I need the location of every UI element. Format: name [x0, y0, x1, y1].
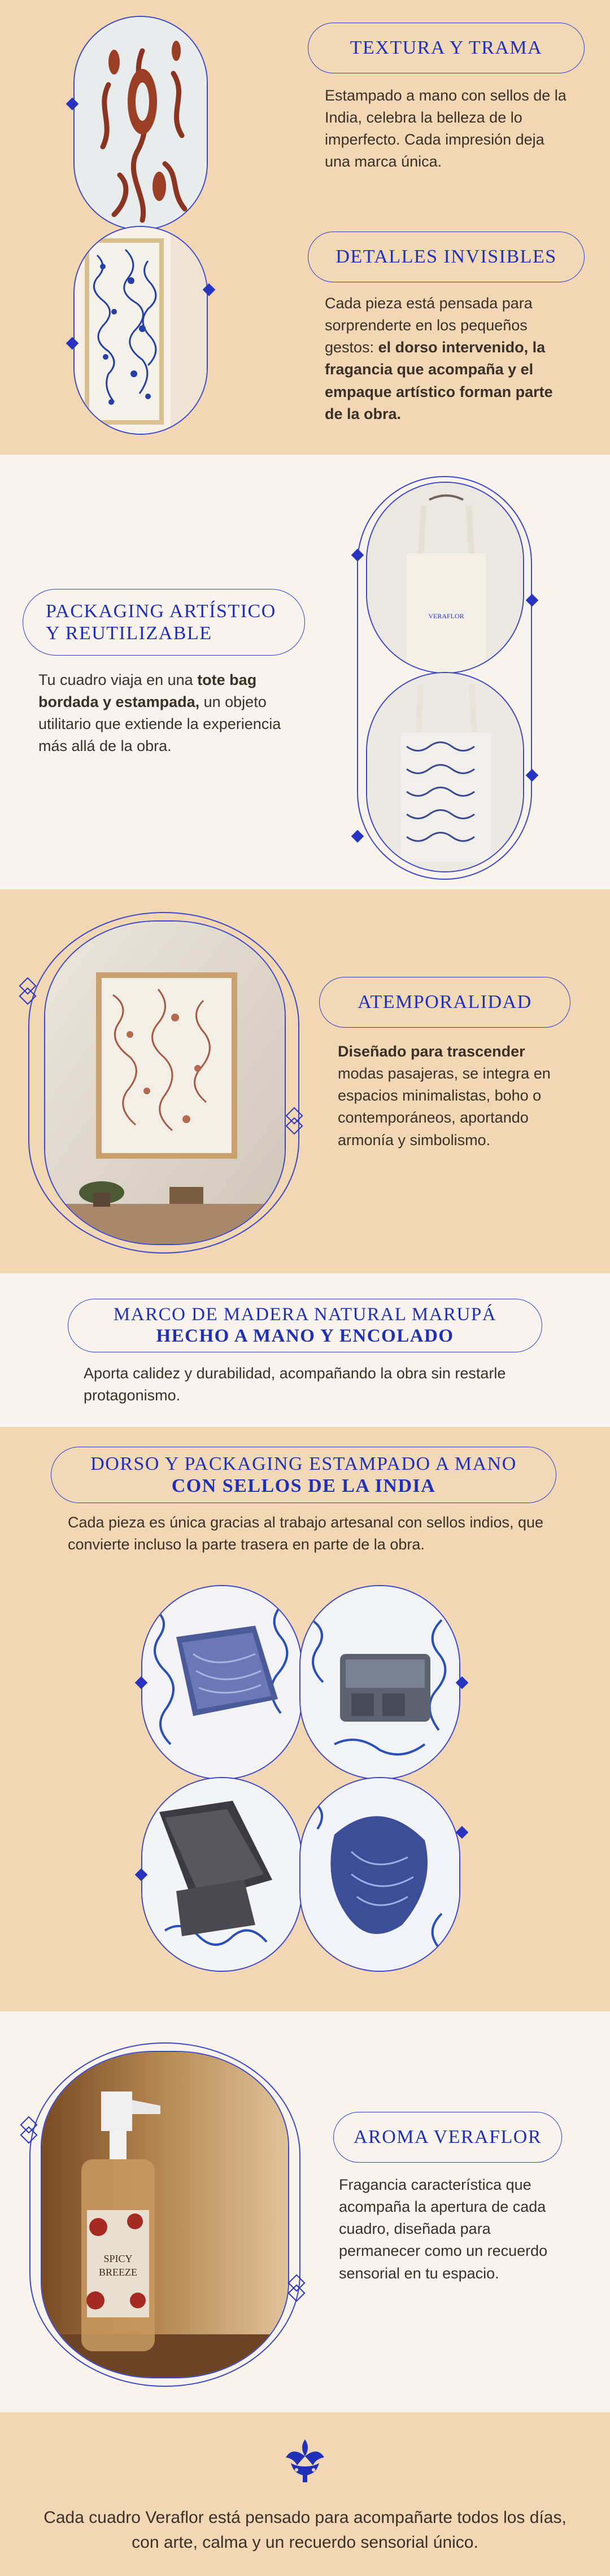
- text-packaging-a: Tu cuadro viaja en una: [38, 671, 198, 688]
- title-marco: [68, 1299, 542, 1352]
- bottle-label-line1: SPICY: [103, 2253, 133, 2264]
- text-atemporalidad-bold: Diseñado para trascender: [338, 1043, 525, 1060]
- footer-text: Cada cuadro Veraflor está pensado para acompañarte todos los días, con arte, calma y un recuerdo sensorial único.: [43, 2508, 567, 2552]
- section-aroma: [0, 2011, 610, 2412]
- text-aroma: Fragancia característica que acompaña la apertura de cada cuadro, diseñada para permanecer como un recuerdo sensorial en tu espacio.: [339, 2176, 548, 2282]
- section-atemporalidad: [0, 889, 610, 1273]
- title-packaging: [23, 589, 305, 656]
- section-packaging: [0, 455, 610, 889]
- text-detalles-intro: Cada pieza está pensada para sorprenderte en los pequeños gestos:: [325, 295, 533, 356]
- title-detalles-invisibles: DETALLES INVISIBLES: [308, 232, 585, 282]
- tote-bag-printed-image: [366, 672, 524, 872]
- spray-bottle-image: [41, 2051, 289, 2378]
- stamp-image-2: [299, 1585, 460, 1780]
- footer: [0, 2412, 610, 2576]
- title-dorso-line1: DORSO Y PACKAGING ESTAMPADO A MANO: [90, 1453, 517, 1474]
- diamond-icon: [351, 830, 364, 843]
- text-textura: Estampado a mano con sellos de la India, celebra la belleza de lo imperfecto. Cada impresión deja una marca única.: [325, 87, 567, 171]
- title-packaging-line2: Y REUTILIZABLE: [46, 623, 212, 644]
- title-packaging-line1: PACKAGING ARTÍSTICO: [46, 600, 276, 622]
- stamp-image-4: [299, 1777, 460, 1972]
- title-aroma: AROMA VERAFLOR: [333, 2112, 562, 2163]
- text-packaging-bold: tote bag bordada y estampada,: [38, 671, 257, 711]
- title-atemporalidad: ATEMPORALIDAD: [319, 977, 570, 1028]
- text-atemporalidad: [338, 1041, 564, 1151]
- stamp-image-1: [141, 1585, 302, 1780]
- veraflor-lotus-icon: [280, 2435, 330, 2486]
- stamp-image-3: [141, 1777, 302, 1972]
- section-dorso: [0, 1427, 610, 2011]
- title-dorso: [51, 1447, 556, 1503]
- section-textura: [0, 0, 610, 455]
- tote-bag-plain-image: [366, 482, 524, 674]
- text-packaging: [38, 669, 298, 758]
- text-marco: Aporta calidez y durabilidad, acompañando la obra sin restarle protagonismo.: [84, 1365, 506, 1404]
- text-detalles: [325, 292, 573, 425]
- section-marco: [0, 1273, 610, 1427]
- text-packaging-c: un objeto utilitario que extiende la experiencia más allá de la obra.: [38, 693, 281, 755]
- text-atemporalidad-rest: modas pasajeras, se integra en espacios minimalistas, boho o contemporáneos, aportando armonía y simbolismo.: [338, 1065, 551, 1149]
- title-marco-line2: HECHO A MANO Y ENCOLADO: [156, 1325, 454, 1346]
- bottle-label-line2: BREEZE: [99, 2267, 137, 2278]
- text-detalles-bold: el dorso intervenido, la fragancia que acompaña y el empaque artístico forman parte de la obra.: [325, 339, 553, 422]
- title-textura-y-trama: TEXTURA Y TRAMA: [308, 23, 585, 73]
- text-dorso: Cada pieza es única gracias al trabajo artesanal con sellos indios, que convierte incluso la parte trasera en parte de la obra.: [68, 1514, 544, 1553]
- arch-outline: [67, 10, 215, 436]
- bag-brand-text: VERAFLOR: [428, 612, 464, 620]
- framed-artwork-room-image: [44, 920, 286, 1245]
- title-marco-line1: MARCO DE MADERA NATURAL MARUPÁ: [113, 1304, 497, 1325]
- title-dorso-line2: CON SELLOS DE LA INDIA: [171, 1475, 436, 1496]
